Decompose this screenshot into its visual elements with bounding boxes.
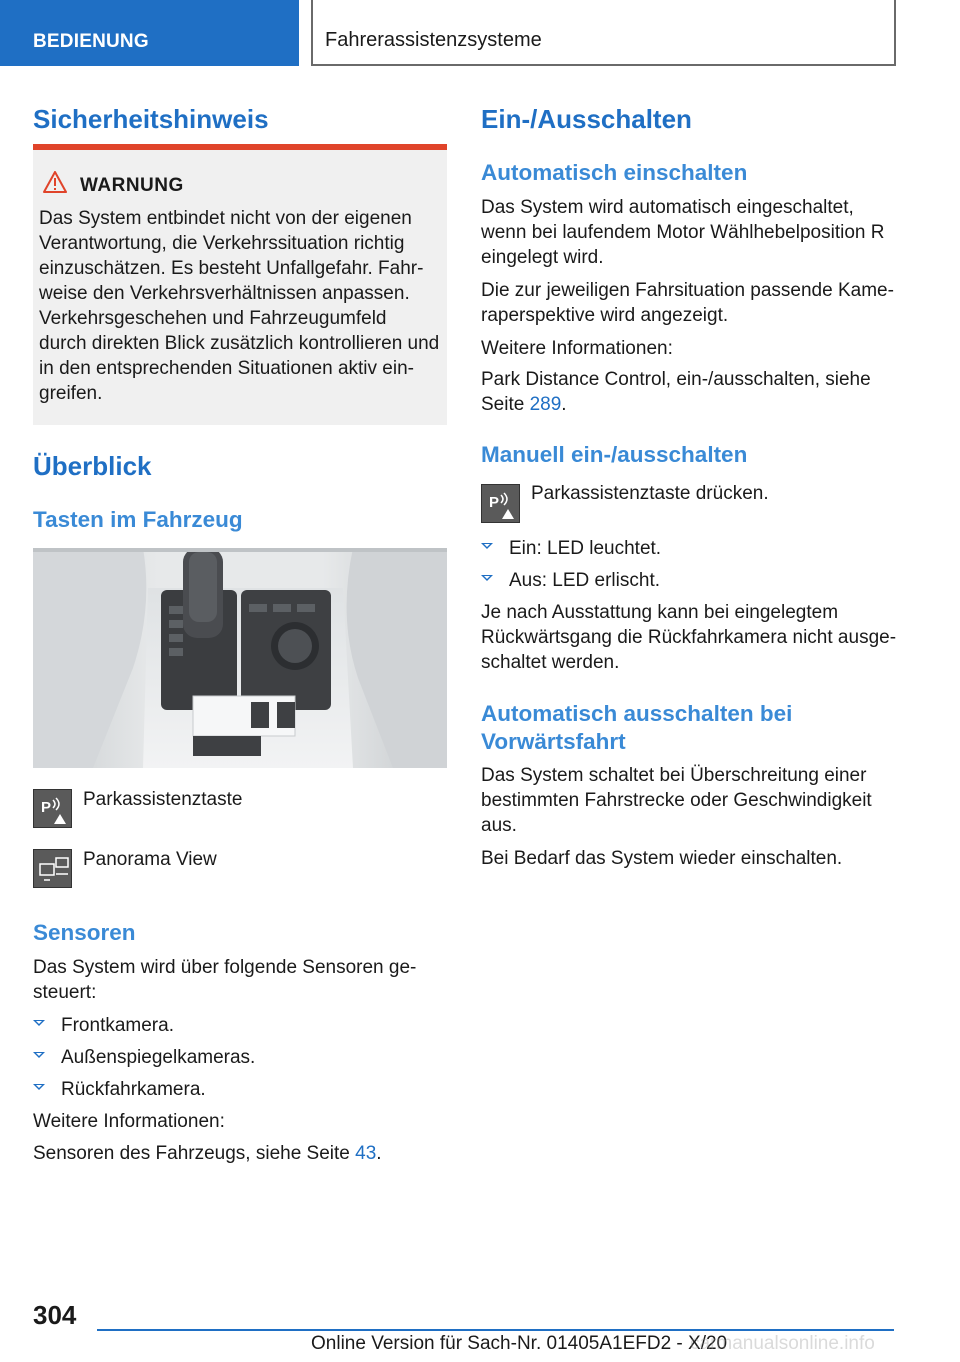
- page-link[interactable]: 289: [529, 394, 562, 415]
- warning-bar: [33, 144, 447, 150]
- heading-manual: Manuell ein-/ausschalten: [481, 442, 748, 467]
- svg-text:P: P: [41, 799, 52, 816]
- chapter-title: Fahrerassistenzsysteme: [325, 29, 542, 51]
- warning-line: Verantwortung, die Verkehrssituation richtig: [39, 233, 405, 254]
- manual-note: [481, 600, 901, 675]
- heading-buttons: Tasten im Fahrzeug: [33, 507, 243, 532]
- bullet-triangle-icon: [33, 1052, 45, 1058]
- text-line: eingelegt wird.: [481, 247, 604, 268]
- auto-on-paragraph-1: [481, 195, 901, 270]
- center-console-illustration: [33, 548, 447, 768]
- reference-text: Seite: [481, 394, 530, 415]
- manual-action: Parkassistenztaste drücken.: [531, 483, 769, 504]
- online-version-text: Online Version für Sach-Nr. 01405A1EFD2 - X/20: [311, 1333, 728, 1354]
- list-item-text: Frontkamera.: [61, 1015, 174, 1036]
- text-line: bestimmten Fahrstrecke oder Geschwindigkeit: [481, 790, 872, 811]
- heading-line: Vorwärtsfahrt: [481, 729, 626, 754]
- text-line: Je nach Ausstattung kann bei eingelegtem: [481, 602, 839, 623]
- heading-overview: Überblick: [33, 451, 152, 481]
- sensors-intro-line: Das System wird über folgende Sensoren ge-: [33, 957, 417, 978]
- warning-line: durch direkten Blick zusätzlich kontrollieren und: [39, 333, 440, 354]
- park-assist-icon: [33, 789, 72, 828]
- list-item-text: Aus: LED erlischt.: [509, 570, 660, 591]
- reference-text: Sensoren des Fahrzeugs, siehe Seite: [33, 1143, 356, 1164]
- auto-off-paragraph-1: [481, 763, 901, 838]
- list-item-text: Außenspiegelkameras.: [61, 1047, 256, 1068]
- more-info-label: Weitere Informationen:: [481, 338, 673, 359]
- warning-line: weise den Verkehrsverhältnissen anpassen.: [39, 283, 410, 304]
- center-console-photo: [33, 548, 447, 768]
- bullet-triangle-icon: [481, 543, 493, 549]
- text-line: aus.: [481, 815, 517, 836]
- text-line: Die zur jeweiligen Fahrsituation passende Kame-: [481, 280, 894, 301]
- sensors-intro-line: steuert:: [33, 982, 97, 1003]
- page-number: 304: [33, 1300, 77, 1330]
- watermark: carmanualsonline.info: [690, 1333, 875, 1354]
- auto-on-paragraph-2: [481, 278, 901, 328]
- warning-line: Verkehrsgeschehen und Fahrzeugumfeld: [39, 308, 387, 329]
- reference-end: .: [376, 1143, 382, 1164]
- warning-box: [33, 144, 447, 425]
- bullet-triangle-icon: [33, 1084, 45, 1090]
- auto-off-paragraph-2: Bei Bedarf das System wieder einschalten.: [481, 848, 843, 869]
- warning-line: Das System entbindet nicht von der eigenen: [39, 208, 412, 229]
- heading-on-off: Ein-/Ausschalten: [481, 104, 692, 134]
- warning-line: einzuschätzen. Es besteht Unfallgefahr. Fahr-: [39, 258, 424, 279]
- heading-safety: Sicherheitshinweis: [33, 104, 269, 134]
- page-header: [0, 0, 960, 66]
- page-link[interactable]: 43: [355, 1143, 377, 1164]
- more-info-label: Weitere Informationen:: [33, 1111, 225, 1132]
- section-tab: BEDIENUNG: [0, 0, 299, 66]
- reference-end: .: [561, 394, 567, 415]
- panorama-view-icon: [33, 849, 72, 888]
- sensors-intro: [33, 955, 447, 1005]
- text-line: schaltet werden.: [481, 652, 620, 673]
- bullet-triangle-icon: [481, 575, 493, 581]
- heading-auto-off: [481, 700, 792, 756]
- warning-title: WARNUNG: [80, 175, 184, 196]
- text-line: Das System schaltet bei Überschreitung einer: [481, 765, 867, 786]
- heading-auto-on: Automatisch einschalten: [481, 160, 748, 185]
- heading-line: Automatisch ausschalten bei: [481, 701, 793, 726]
- list-item-text: Rückfahrkamera.: [61, 1079, 206, 1100]
- button-legend-label: Parkassistenztaste: [83, 789, 243, 810]
- footer-rule: [97, 1329, 894, 1331]
- sensors-reference: [33, 1141, 382, 1166]
- warning-triangle-icon: [43, 171, 67, 193]
- svg-text:P: P: [489, 494, 500, 511]
- warning-line: in den entsprechenden Situationen aktiv ein-: [39, 358, 414, 379]
- heading-sensors: Sensoren: [33, 920, 136, 945]
- park-assist-icon: [481, 484, 520, 523]
- text-line: Das System wird automatisch eingeschaltet,: [481, 197, 854, 218]
- text-line: raperspektive wird angezeigt.: [481, 305, 729, 326]
- list-item-text: Ein: LED leuchtet.: [509, 538, 662, 559]
- warning-line: greifen.: [39, 383, 103, 404]
- pdc-reference: [481, 367, 901, 417]
- reference-text: Park Distance Control, ein-/ausschalten, siehe: [481, 369, 871, 390]
- warning-text: [39, 206, 445, 406]
- button-legend-label: Panorama View: [83, 849, 217, 870]
- text-line: wenn bei laufendem Motor Wählhebelposition R: [481, 222, 885, 243]
- bullet-triangle-icon: [33, 1020, 45, 1026]
- text-line: Rückwärtsgang die Rückfahrkamera nicht ausge-: [481, 627, 897, 648]
